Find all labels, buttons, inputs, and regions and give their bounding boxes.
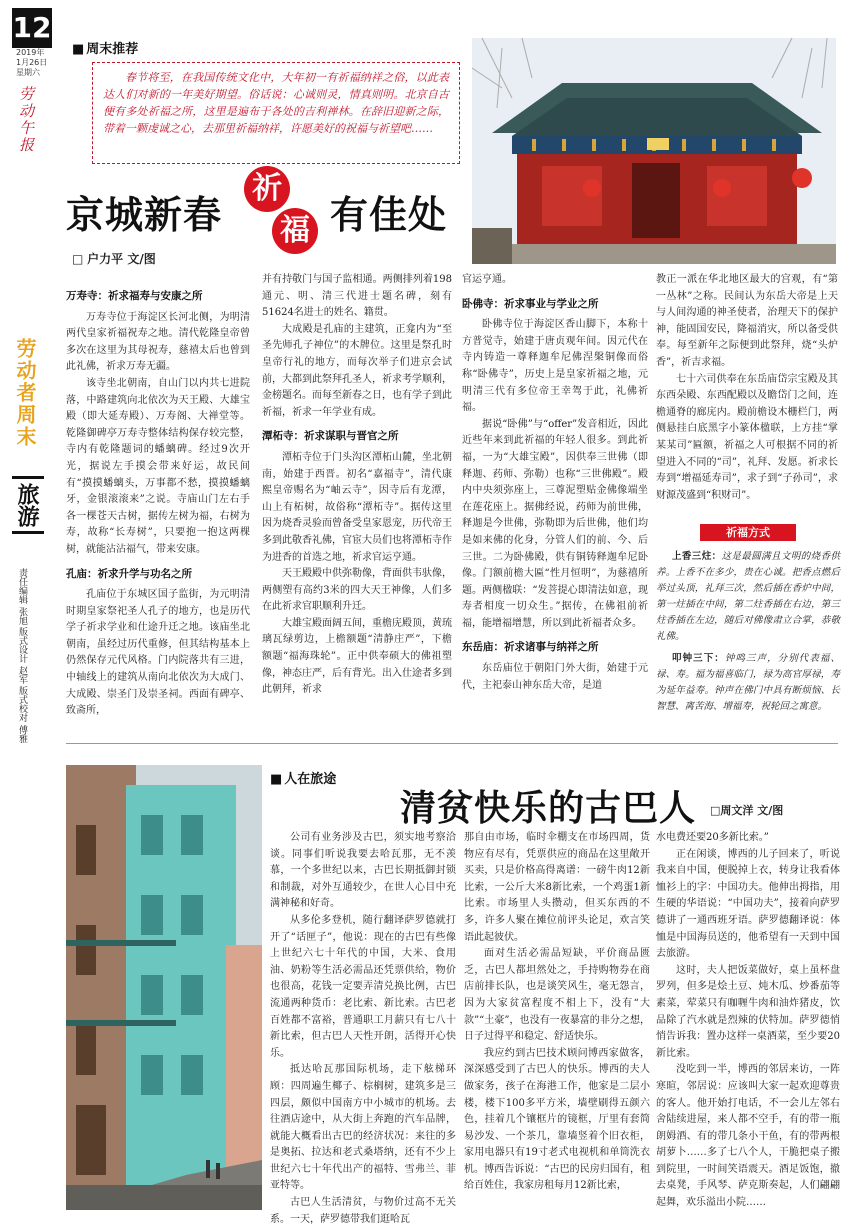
paragraph: 大雄宝殿面阔五间，重檐庑殿顶，黄琉璃瓦绿剪边，上檐额题“清静庄严”，下檐额题“福海珠轮”。正中供奉硕大的佛祖塑像，神态庄严，后有背光。出入仕途者多到此朝拜，祈求 <box>262 617 452 696</box>
headline-char-circle: 祈 <box>244 166 290 212</box>
paragraph: 东岳庙位于朝阳门外大街，始建于元代，主祀泰山神东岳大帝，是道 <box>462 663 648 691</box>
sidebar-lead: 上香三炷： <box>672 551 722 562</box>
paragraph: 没吃到一半，博西的邻居来访，一阵寒暄，邻居说：应该叫大家一起欢迎尊贵的客人。他开始打电话，不一会儿左邻右舍陆续进屋，来人都不空手，有的带一瓶朗姆酒、有的带几条小干鱼，有的带两根胡萝卜……多了七八个人，干脆把桌子搬到院里，一时间笑语震天。酒足饭饱，撤去桌凳，手风琴、萨克斯奏起，人们翩翩起舞，欢乐溢出小院…… <box>656 1064 840 1209</box>
headline-right: 有佳处 <box>330 193 448 237</box>
paragraph: 教正一派在华北地区最大的宫观，有“第一丛林”之称。民间认为东岳大帝是上天与人间沟通的神圣使者，治理天下的保护神，能固国安民，降福消灾，所以备受供奉。每至新年之际便到此祭拜，烧“头炉香”，祈吉求福。 <box>656 274 838 368</box>
sidebar-paragraph <box>656 651 840 715</box>
byline: □ 户力平 文/图 <box>72 250 156 267</box>
section-title: 劳动者周末 <box>13 338 37 448</box>
havana-street-photo <box>66 765 262 1210</box>
intro-box: 春节将至，在我国传统文化中，大年初一有祈福纳祥之俗，以此表达人们对新的一年美好期望。俗话说：心诚则灵，情真则明。北京自古便有多处祈福之所，这里是遍布于各处的吉利禅林。在辞旧迎新之际，带着一颗虔诚之心，去那里祈福纳祥，许愿美好的祝福与祈望吧…… <box>92 62 460 164</box>
date-day: 1月26日 <box>16 58 48 67</box>
sidebar-lead: 叩钟三下： <box>672 653 725 664</box>
section-heading: 卧佛寺：祈求事业与学业之所 <box>462 297 599 310</box>
paragraph: 官运亨通。 <box>462 274 512 285</box>
credit-line: 版式校对 傅雅 <box>17 685 27 743</box>
section-heading: 潭柘寺：祈求谋职与晋官之所 <box>262 430 399 443</box>
paragraph: 我应约到古巴技术顾问博西家做客，深深感受到了古巴人的快乐。博西的夫人做家务，孩子在海港工作，他家是二层小楼，楼下100多平方米，墙壁刷得五颜六色，挂着几个镶框片的镜框，厅里有套简易沙发、一个茶几，靠墙竖着个旧衣柜，家用电器只有19寸老式电视机和单筒洗衣机。博西告诉说：“古巴的民房归国有，租给百姓住，我家房租每月12新比索， <box>464 1047 650 1192</box>
article-column <box>656 272 838 520</box>
paragraph: 七十六司供奉在东岳庙岱宗宝殿及其东西朵殿、东西配殿以及瞻岱门之间，连檐通脊的廊庑内。殿前檐设木栅栏门，两侧悬挂白底黑字小篆体楹联，上方挂“掌某某司”匾额，祈福之人可根据不同的祈望进入不同的“司”，礼拜、发愿。祈求长寿到“增福延寿司”，求子到“子孙司”，求财源茂盛到“积财司”。 <box>656 373 838 501</box>
article-column <box>270 830 456 1225</box>
article-column <box>462 272 648 733</box>
section-heading: 东岳庙：祈求诸事与纳祥之所 <box>462 641 599 654</box>
section-heading: 万寿寺：祈求福寿与安康之所 <box>66 290 203 302</box>
paragraph: 潭柘寺位于门头沟区潭柘山麓，坐北朝南，始建于西晋。初名“嘉福寺”，清代康熙皇帝赐名为“岫云寺”，因寺后有龙潭，山上有柘树，故俗称“潭柘寺”。据传这里因为烧香灵验而曾备受皇家恩宠，历代帝王多到此敬香礼佛，官宦大员们也将潭柘寺作为进香的首选之地，祈求官运亨通。 <box>262 451 452 563</box>
date-year: 2019年 <box>16 48 45 57</box>
headline-left: 京城新春 <box>66 193 223 237</box>
article-headline: 清贫快乐的古巴人 <box>400 788 697 829</box>
sidebar-box <box>656 520 840 736</box>
page-number: 12 <box>12 8 52 48</box>
paragraph: 从多伦多登机，随行翻译萨罗德就打开了“话匣子”，他说：现在的古巴有些像上世纪六七十年代的中国，大米、食用油、奶粉等生活必需品还凭票供给，物价也很高，花钱一定要弄清兑换比例，古巴流通两种货币：老比索、新比索。古巴老百姓都不富裕，普通职工月薪只有七八十新比索，但古巴人天性开朗，活得开心快乐。 <box>270 914 456 1059</box>
paragraph: 面对生活必需品短缺，平价商品匮乏，古巴人都坦然处之，手持购物券在商店前排长队，也是谈笑风生，毫无怨言，因为大家贫富程度不相上下，没有“大款”“土豪”，也没有一夜暴富的非分之想，日子过得平和稳定、舒适快乐。 <box>464 948 650 1043</box>
sub-section-title: 旅游 <box>12 476 44 534</box>
paragraph: 古巴人生活清贫，与物价过高不无关系。一天，萨罗德带我们逛哈瓦 <box>270 1197 456 1225</box>
section-kicker: ■ 周末推荐 <box>72 38 138 57</box>
paragraph: 正在闲谈，博西的儿子回来了，听说我来自中国，便脱掉上衣，转身让我看体恤衫上的字：中国功夫。他伸出拇指，用生硬的华语说：“中国功夫”，接着向萨罗德讲了一通西班牙语。萨罗德翻译说：体恤是中国海员送的，他希望有一天到中国去旅游。 <box>656 848 840 960</box>
editor-credits <box>16 568 27 743</box>
paragraph: 这时，夫人把饭菜做好，桌上虽杯盘罗列，但多是烩土豆、炖木瓜、炒番茄等素菜，荤菜只有咖喱牛肉和油炸猪皮，饮品除了汽水就是烈辣的伏特加。萨罗德悄悄告诉我：置办这样一桌酒菜，至少要20新比索。 <box>656 964 840 1059</box>
article-column <box>464 830 650 1215</box>
paragraph: 抵达哈瓦那国际机场，走下舷梯环顾：四周遍生椰子、棕榈树，建筑多是三四层，颇似中国南方中小城市的机场。去往酒店途中，从大街上奔跑的汽车品牌，就能大概看出古巴的经济状况：来往的多是奥拓、拉达和老式桑塔纳，还有不少上世纪六七十年代出产的福特、雪弗兰、菲亚特等。 <box>270 1064 456 1192</box>
section-divider <box>66 743 838 744</box>
date-weekday: 星期六 <box>16 68 40 77</box>
paragraph: 天王殿殿中供弥勒像，背面供韦驮像，两侧塑有高约3米的四大天王神像，人们多在此祈求官职顺利升迁。 <box>262 568 452 613</box>
paragraph: 公司有业务涉及古巴，须实地考察洽谈。同事们听说我要去哈瓦那，无不羡慕，一个多世纪以来，古巴长期抵御封锁和制裁，对外互通较少，在世人心目中充满神秘和好奇。 <box>270 832 456 910</box>
sidebar-text: 钟鸣三声，分别代表福、禄、寿。福为福喜临门，禄为高官厚禄，寿为延年益寿。钟声在佛门中具有断烦恼、长智慧、离苦海、增福寿，祝轮回之寓意。 <box>656 653 840 712</box>
page-rail <box>12 8 62 1218</box>
paper-logo: 劳动午报 <box>17 86 35 154</box>
sidebar-title: 祈福方式 <box>700 524 796 541</box>
headline-char-circle: 福 <box>272 208 318 254</box>
article-column <box>66 288 250 733</box>
paragraph: 该寺坐北朝南，自山门以内共七进院落，中路建筑向北依次为天王殿、大雄宝殿（即大延寿殿）、万寿阁、大禅堂等。乾隆御碑亭万寿寺整体结构保存较完整，寺内有乾隆题词的蟠螭碑。经过9次开光，据说左手摸会带来好运，故民间有“摸摸蟠螭头，万事都不愁，摸摸蟠螭牙，金银滚滚来”之说。寺庙山门左右手各一棵苍天古树，据传左树为福，右树为寿，故称“长寿树”，只要抱一抱这两棵树，就能沾沾福气，带来安康。 <box>66 377 250 555</box>
section-heading: 孔庙：祈求升学与功名之所 <box>66 567 192 580</box>
paragraph: 那自由市场，临时伞棚支在市场四周，货物应有尽有，凭票供应的商品在这里敞开买卖，只是价格高得离谱：一磅牛肉12新比索，一公斤大米8新比索，一个鸡蛋1新比索。市场里人头攒动，但买东西的不多，许多人聚在摊位前评头论足，欢言笑语此起彼伏。 <box>464 832 650 943</box>
sidebar-paragraph <box>656 549 840 645</box>
temple-photo <box>472 38 836 264</box>
section-kicker: ■ 人在旅途 <box>270 768 336 787</box>
article-column <box>656 830 840 1215</box>
byline: □ 周文洋 文/图 <box>710 802 783 818</box>
paragraph: 孔庙位于东城区国子监街，为元明清时期皇家祭祀圣人孔子的地方，也是历代学子祈求学业和仕途升迁之地。该庙坐北朝南，虽经过历代重修，但其结构基本上仍然保存元代风格。门内院落共有三进，中轴线上的建筑从南向北依次为大成门、大成殿、崇圣门及崇圣祠。西面有碑亭、致斋所， <box>66 589 250 717</box>
paragraph: 水电费还要20多新比索。” <box>656 832 769 843</box>
article-column <box>262 272 452 733</box>
credit-line: 版式设计 赵军 <box>17 626 27 684</box>
paragraph: 大成殿是孔庙的主建筑，正龛内为“至圣先师孔子神位”的木牌位。这里是祭孔时皇帝行礼的地方，而每次举子们进京会试前，大都到此祭拜孔圣人，祈求考学顺利，金榜题名。而每至新春之日，也有学子到此祈福，祈求一年学业有成。 <box>262 323 452 418</box>
paragraph: 并有持敬门与国子监相通。两侧排列着198通元、明、清三代进士题名碑，刻有51624名进士的姓名、籍贯。 <box>262 274 452 319</box>
sidebar-text: 这是最圆满且文明的烧香供养。上香不在多少，贵在心诚。把香点燃后举过头顶，礼拜三次，然后插在香炉中间，第一炷插在中间，第二炷香插在右边，第三炷香插在左边，随后对佛像肃立合掌，恭敬礼佛。 <box>656 551 840 642</box>
paragraph: 据说“卧佛”与“offer”发音相近，因此近些年来到此祈福的年轻人很多。到此祈福，一为“大雄宝殿”，因供奉三世佛（即释迦、药师、弥勒）也称“三世佛殿”。殿内中央须弥座上，三尊泥塑贴金佛像端坐在莲花座上。据佛经说，药师为前世佛，释迦是今世佛，弥勒即为后世佛，他们均是如来佛的化身，分管人们的前、今、后三世。二为卧佛殿，供有铜铸释迦牟尼卧像。门额前檐大匾“性月恒明”，为慈禧所题。两侧楹联：“发菩提心即清法如意，现寿者相度一切众生。”据传，在佛祖前祈福，能增福增慧，所以到此祈福者众多。 <box>462 418 648 629</box>
paragraph: 卧佛寺位于海淀区香山脚下，本称十方普觉寺，始建于唐贞观年间。因元代在寺内铸造一尊释迦牟尼佛涅槃铜像而俗称“卧佛寺”，历史上是皇家祈福之地，元明清三代有多位帝王幸驾于此，礼佛祈福。 <box>462 319 648 414</box>
paragraph: 万寿寺位于海淀区长河北侧，为明清两代皇家祈福祝寿之地。清代乾隆皇帝曾多次在这里为其母祝寿，慈禧太后也曾到此礼佛，祈求万寿无疆。 <box>66 311 250 373</box>
credit-line: 责任编辑 张旭 <box>17 568 27 625</box>
page-headline <box>66 172 466 246</box>
